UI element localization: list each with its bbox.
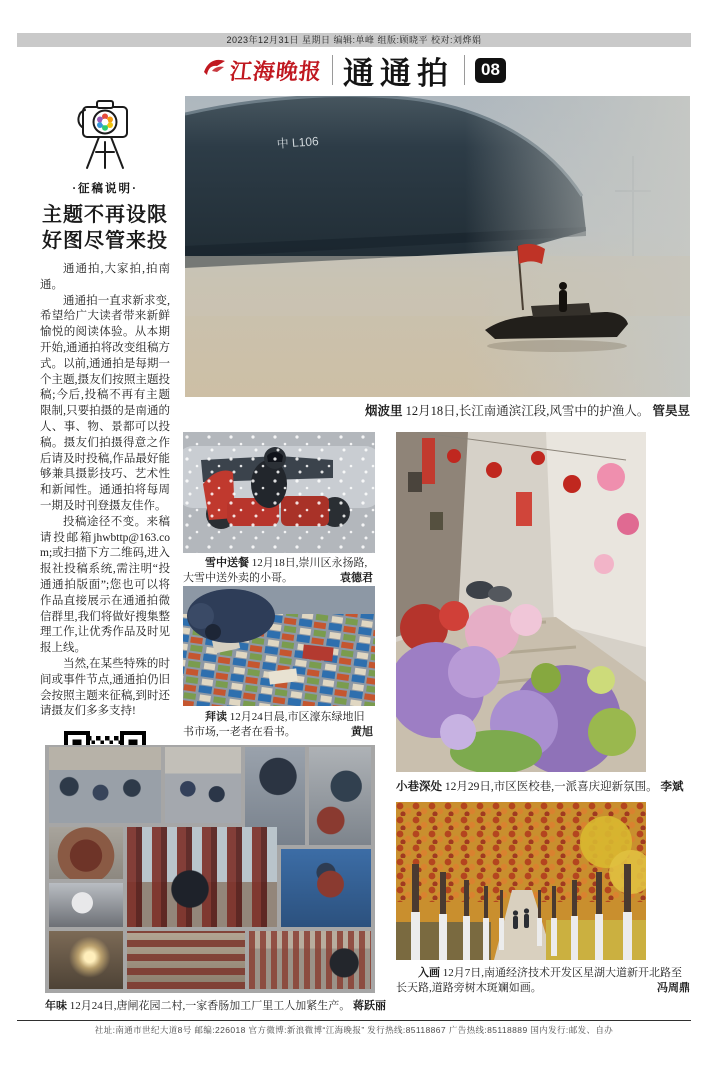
brand-swoosh-icon: [202, 57, 226, 84]
caption-title: 烟波里: [364, 404, 403, 418]
notice-label: ·征稿说明·: [72, 183, 138, 195]
masthead: [0, 50, 708, 90]
caption-text: 12月29日,市区医校巷,一派喜庆迎新氛围。: [444, 781, 658, 793]
collage-photo: [127, 931, 245, 989]
caption-author: 袁德君: [340, 572, 373, 585]
page-number-badge: 08: [475, 58, 506, 83]
newspaper-brand: [202, 55, 322, 86]
masthead-title: 江海晚报: [228, 58, 324, 84]
caption-author: 黄旭: [351, 726, 373, 739]
collage-photo: [165, 747, 241, 823]
section-title: 通通拍: [343, 55, 454, 91]
column-headline: [40, 202, 170, 254]
headline-line-1: 主题不再设限: [42, 204, 168, 226]
photo-alley-flowers: [396, 432, 646, 772]
caption-author: 李斌: [660, 781, 684, 793]
caption-author: 管昊昱: [652, 404, 690, 418]
collage-photo: [49, 931, 123, 989]
camera-tripod-icon: [40, 98, 170, 178]
caption-alley: [396, 780, 692, 796]
collage-photo: [49, 827, 123, 879]
collage-photo: [49, 883, 123, 927]
footer-rule: [17, 1020, 691, 1021]
caption-text: 12月18日,崇川区永扬路,大雪中送外卖的小哥。: [183, 557, 368, 584]
collage-photo: [309, 747, 371, 845]
photo-river-mist: [185, 96, 690, 397]
caption-book-market: [183, 710, 375, 740]
caption-collage: [45, 999, 386, 1015]
caption-text: 12月7日,南通经济技术开发区星湖大道新开北路至长天路,道路旁树木斑斓如画。: [396, 967, 682, 994]
call-for-submissions-column: [40, 98, 170, 822]
photo-book-market: [183, 586, 375, 706]
caption-title: 雪中送餐: [205, 557, 249, 569]
paragraph: 通通拍一直求新求变,希望给广大读者带来新鲜愉悦的阅读体验。从本期开始,通通拍将改变组稿方式。以前,通通拍是每期一个主题,摄友们按照主题投稿;今后,投稿不再有主题限制,只要拍摄的是南通的人、事、物、景都可以投稿。摄友们拍摄得意之作后请及时投稿,作品最好能够兼具摄影技巧、艺术性和新闻性。通通拍将每周一期及时刊登摄友佳作。: [40, 294, 170, 512]
masthead-divider: [332, 55, 333, 85]
caption-snow-delivery: [183, 556, 375, 586]
caption-title: 年味: [45, 1000, 67, 1012]
photo-collage-sausage-factory: [45, 745, 375, 993]
column-body: [40, 262, 170, 720]
footer-info: 社址:南通市世纪大道8号 邮编:226018 官方微博:新浪微博“江海晚报” 发行热线:85118867 广告热线:85118889 国内发行:邮发、自办: [94, 1025, 614, 1035]
caption-title: 入画: [418, 967, 440, 979]
caption-author: 蒋跃丽: [353, 1000, 386, 1012]
caption-title: 拜读: [205, 711, 227, 723]
dateline-bar: 2023年12月31日 星期日 编辑:单峰 组版:顾晓平 校对:刘烨娟: [17, 33, 691, 47]
collage-photo: [49, 747, 161, 823]
photo-snow-delivery: [183, 432, 375, 553]
collage-photo: [281, 849, 371, 927]
caption-author: 冯周鼎: [657, 982, 690, 994]
caption-river-mist: [185, 404, 690, 420]
caption-title: 小巷深处: [396, 781, 442, 793]
caption-text: 12月24日晨,市区濠东绿地旧书市场,一老者在看书。: [183, 711, 365, 738]
caption-text: 12月18日,长江南通滨江段,风雪中的护渔人。: [405, 404, 650, 418]
masthead-divider: [464, 55, 465, 85]
paragraph: 当然,在某些特殊的时间或事件节点,通通拍仍旧会按照主题来征稿,到时还请摄友们多多支持!: [40, 657, 170, 718]
headline-line-2: 好图尽管来投: [42, 230, 168, 252]
caption-text: 12月24日,唐闸花园二村,一家香肠加工厂里工人加紧生产。: [69, 1000, 351, 1012]
photo-autumn-road: [396, 802, 646, 960]
collage-photo: [249, 931, 371, 989]
collage-photo: [127, 827, 277, 927]
paragraph: 通通拍,大家拍,拍南通。: [40, 263, 170, 291]
svg-text:中 L106: 中 L106: [276, 134, 320, 151]
paragraph: 投稿途径不变。来稿请投邮箱jhwbttp@163.com;或扫描下方二维码,进入报社投稿系统,需注明“投通通拍版面”;您也可以将作品直接展示在通通拍微信群里,我们将做好搜集整理工作,让优秀作品及时见报上线。: [40, 515, 171, 655]
caption-autumn-road: [396, 966, 692, 996]
